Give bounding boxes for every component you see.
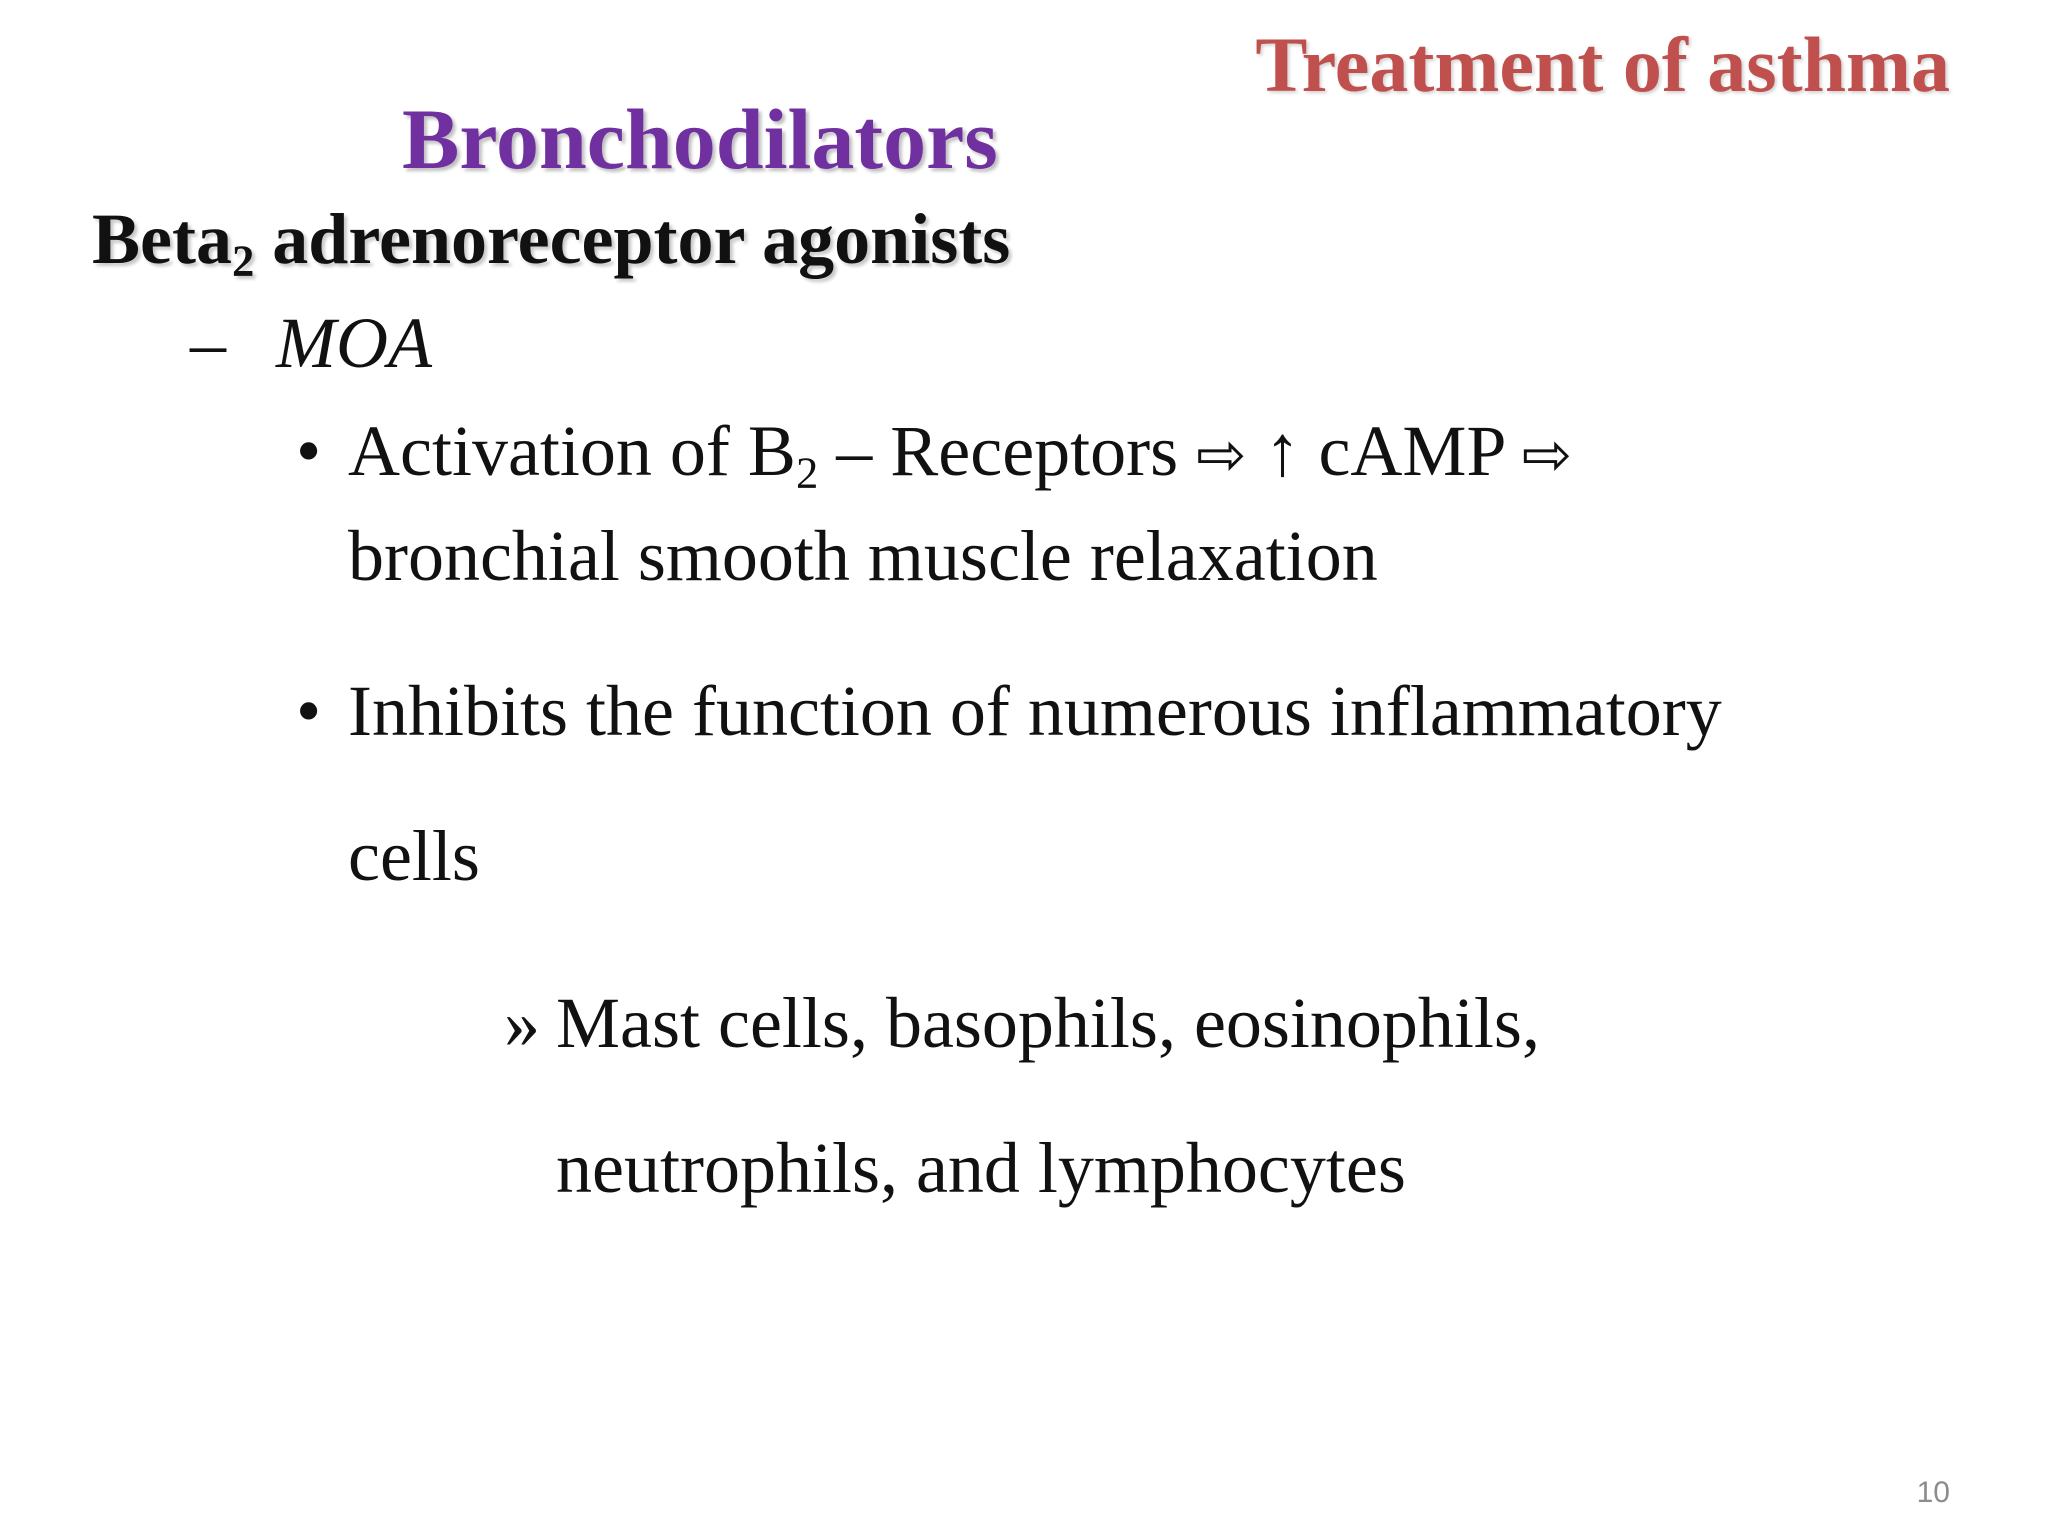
sub-bullet-line-2: neutrophils, and lymphocytes [556,1128,1406,1208]
bullet-activation-line-1 [348,408,1573,498]
section-title: Treatment of asthma [1255,21,1950,108]
bullet-activation-part-b: – Receptors [818,411,1197,491]
heading-subscript: 2 [231,235,255,286]
heading-beta2-agonists [92,196,1011,286]
bullet-activation-part-c: ↑ cAMP [1246,411,1522,491]
bullet-inhibits-line-1: Inhibits the function of numerous inflammatory [348,671,1722,751]
sub-bullet-line-1: Mast cells, basophils, eosinophils, [556,983,1540,1063]
bullet-activation-subscript: 2 [795,447,819,498]
sub-bullet-marker: » [504,983,540,1063]
right-arrow-icon: ⇨ [1196,420,1247,490]
bullet-activation-line-2: bronchial smooth muscle relaxation [348,516,1378,596]
heading-prefix: Beta [92,199,232,279]
right-arrow-icon: ⇨ [1521,420,1573,490]
slide-title: Bronchodilators [402,91,998,187]
heading-suffix: adrenoreceptor agonists [254,199,1011,279]
dash-marker: – [190,303,226,383]
bullet-dot: • [296,671,322,751]
page-number: 10 [1916,1476,1950,1509]
bullet-activation-part-a: Activation of B [348,411,796,491]
moa-label: MOA [276,303,432,383]
bullet-inhibits-line-2: cells [348,816,480,896]
bullet-dot: • [296,411,322,491]
moa-item [190,300,432,386]
